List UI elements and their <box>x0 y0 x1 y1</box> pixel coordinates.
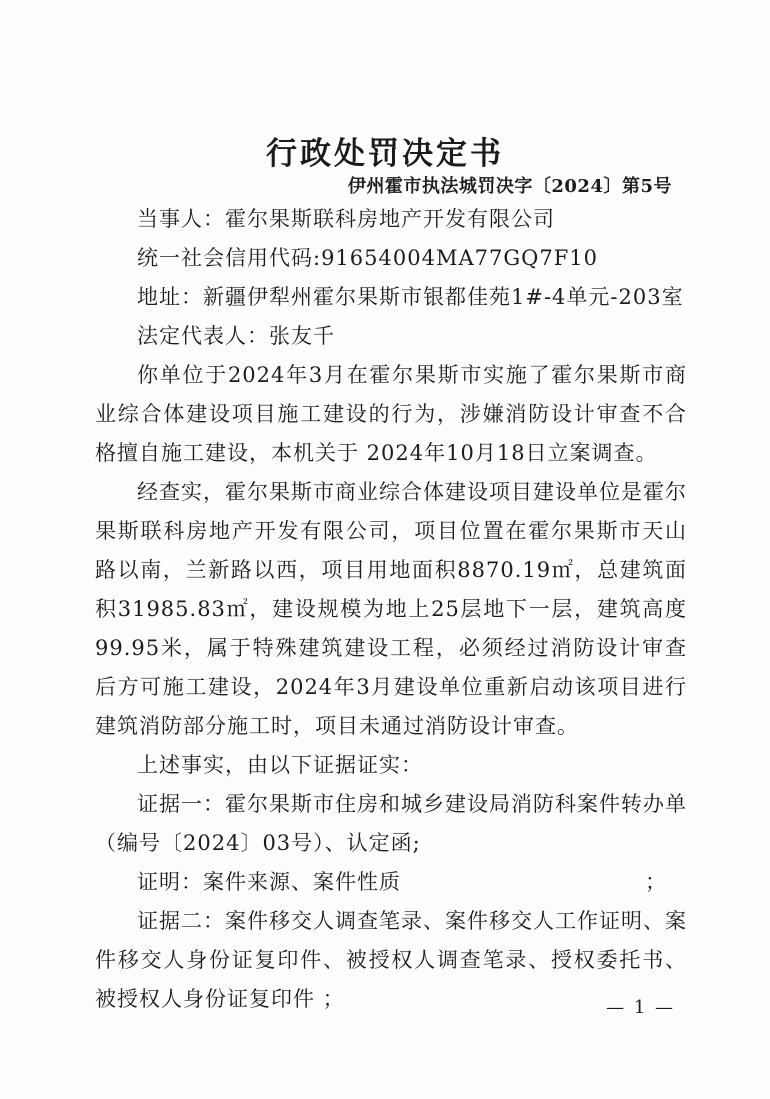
evidence-1: 证据一：霍尔果斯市住房和城乡建设局消防科案件转办单（编号〔2024〕03号）、认定函; <box>95 792 687 855</box>
proof-1: 证明：案件来源、案件性质 <box>137 870 401 894</box>
credit-code-line: 统一社会信用代码:91654004MA77GQ7F10 <box>137 246 598 270</box>
findings-paragraph: 经查实，霍尔果斯市商业综合体建设项目建设单位是霍尔果斯联科房地产开发有限公司，项目位置在霍尔果斯市天山路以南，兰新路以西，项目用地面积8870.19㎡，总建筑面积31985.83㎡，建设规模为地上25层地下一层，建筑高度99.95米，属于特殊建筑建设工程，必须经过消防设计审查后方可施工建设，2024年3月建设单位重新启动该项目进行建筑消防部分施工时，项目未通过消防设计审查。 <box>95 480 687 738</box>
document-title: 行政处罚决定书 <box>266 136 504 172</box>
evidence-intro: 上述事实，由以下证据证实： <box>137 753 423 777</box>
representative-line: 法定代表人：张友千 <box>137 324 335 348</box>
evidence-2: 证据二：案件移交人调查笔录、案件移交人工作证明、案件移交人身份证复印件、被授权人调查笔录、授权委托书、被授权人身份证复印件 ； <box>95 909 687 1011</box>
document-body <box>95 200 687 1019</box>
document-number: 伊州霍市执法城罚决字〔2024〕第5号 <box>347 176 672 197</box>
proof-1-line <box>95 863 687 902</box>
intro-paragraph: 你单位于2024年3月在霍尔果斯市实施了霍尔果斯市商业综合体建设项目施工建设的行为，涉嫌消防设计审查不合格擅自施工建设，本机关于 2024年10月18日立案调查。 <box>95 363 687 465</box>
address-line: 地址：新疆伊犁州霍尔果斯市银都佳苑1#-4单元-203室 <box>137 285 684 309</box>
party-line: 当事人：霍尔果斯联科房地产开发有限公司 <box>137 207 555 231</box>
proof-1-end: ； <box>645 870 667 894</box>
page-number: — 1 — <box>606 997 675 1018</box>
